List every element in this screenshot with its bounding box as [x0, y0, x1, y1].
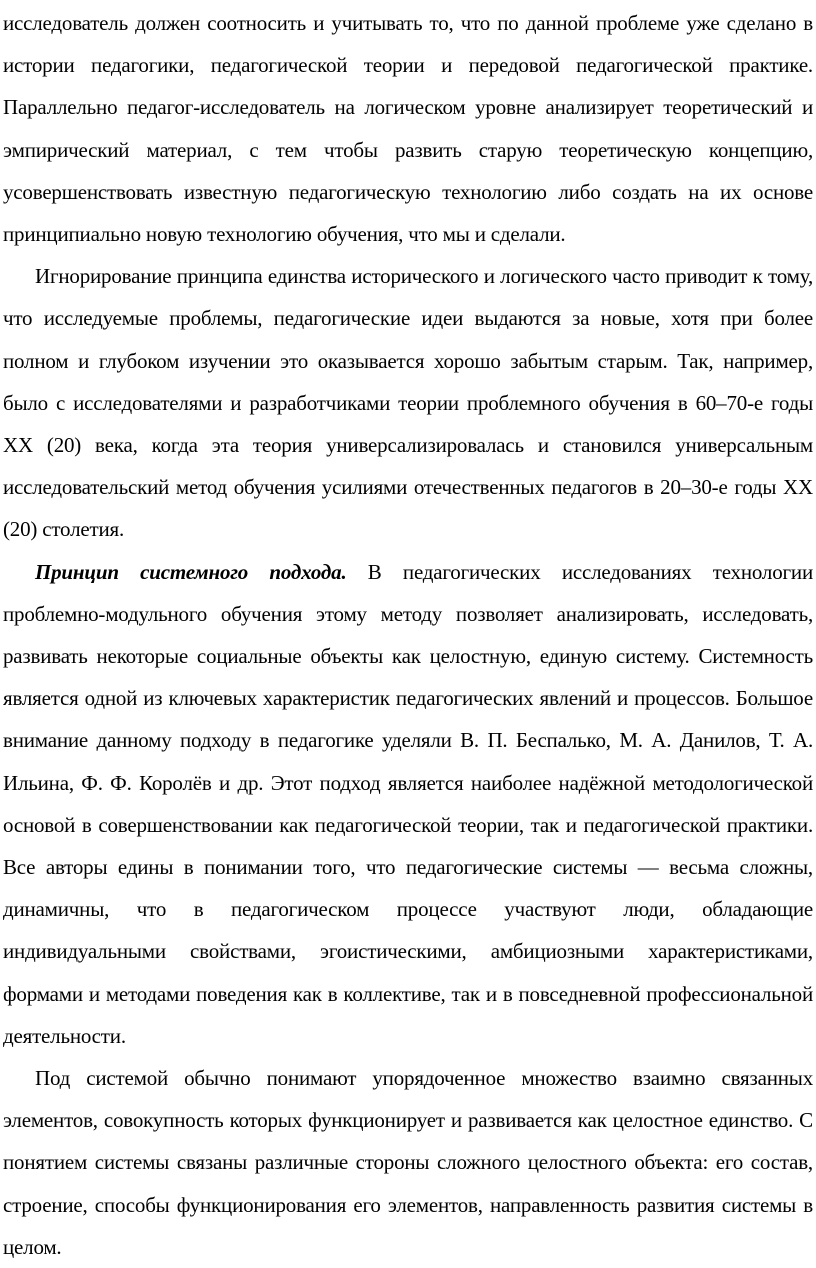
systems-approach-heading: Принцип системного подхода.	[35, 559, 347, 584]
paragraph-continuation: исследователь должен соотносить и учитывать то, что по данной проблеме уже сделано в истории педагогики, педагогической теории и передовой педагогической практике. Параллельно педагог-исследователь на логическом уровне анализирует теоретический и эмпирический материал, с тем чтобы развить старую теоретическую концепцию, усовершенствовать известную педагогическую технологию либо создать на их основе принципиально новую технологию обучения, что мы и сделали.	[3, 11, 813, 247]
paragraph-system-definition: Под системой обычно понимают упорядоченное множество взаимно связанных элементов, совокупность которых функционирует и развивается как целостное единство. С понятием системы связаны различные стороны сложного целостного объекта: его состав, строение, способы функционирования его элементов, направленность развития системы в целом.	[3, 1066, 813, 1259]
paragraph-systems-approach	[3, 551, 813, 1057]
systems-approach-body: В педагогических исследованиях технологии проблемно-модульного обучения этому методу позволяет анализировать, исследовать, развивать некоторые социальные объекты как целостную, единую систему. Системность является одной из ключевых характеристик педагогических явлений и процессов. Большое внимание данному подходу в педагогике уделяли В. П. Беспалько, М. А. Данилов, Т. А. Ильина, Ф. Ф. Королёв и др. Этот подход является наиболее надёжной методологической основой в совершенствовании как педагогической теории, так и педагогической практики. Все авторы едины в понимании того, что педагогические системы — весьма сложны, динамичны, что в педагогическом процессе участвуют люди, обладающие индивидуальными свойствами, эгоистическими, амбициозными характеристиками, формами и методами поведения как в коллективе, так и в повседневной профессиональной деятельности.	[3, 559, 813, 1048]
paragraph-historical-logical-principle: Игнорирование принципа единства исторического и логического часто приводит к тому, что исследуемые проблемы, педагогические идеи выдаются за новые, хотя при более полном и глубоком изучении это оказывается хорошо забытым старым. Так, например, было с исследователями и разработчиками теории проблемного обучения в 60–70-е годы XX (20) века, когда эта теория универсализировалась и становился универсальным исследовательский метод обучения усилиями отечественных педагогов в 20–30-е годы XX (20) столетия.	[3, 264, 813, 542]
